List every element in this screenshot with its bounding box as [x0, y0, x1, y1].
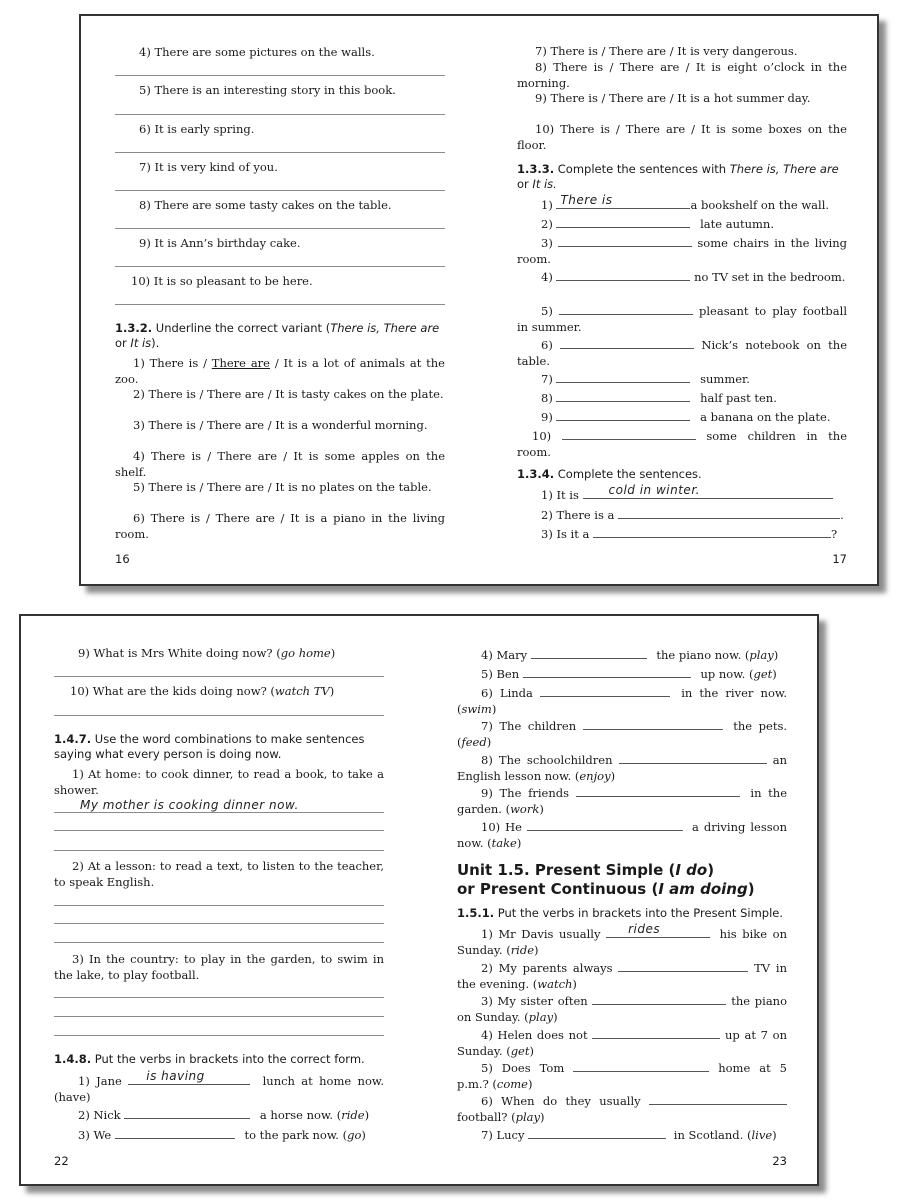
page-number: 22 — [54, 1154, 69, 1168]
item-6: 6) It is early spring. — [139, 122, 255, 136]
answer-blank[interactable] — [562, 427, 696, 440]
ex151-item-1: 1) Mr Davis usually rides his bike on Sunday. (ride) — [457, 921, 788, 957]
exercise-1-4-7-heading: 1.4.7. Use the word combinations to make sentences saying what every person is doing now. — [54, 732, 365, 761]
handwritten-answer: is having — [146, 1068, 205, 1083]
item-8: 8) There are some tasty cakes on the table. — [139, 198, 392, 212]
q10: 10) What are the kids doing now? (watch TV) — [70, 684, 335, 698]
exercise-1-3-3-heading: 1.3.3. Complete the sentences with There is, There are or It is. — [517, 162, 839, 191]
ex132-item-7: 7) There is / There are / It is very dangerous. — [535, 44, 798, 58]
handwritten-answer: rides — [628, 921, 661, 936]
answer-line[interactable] — [54, 905, 384, 906]
q9: 9) What is Mrs White doing now? (go home) — [78, 646, 336, 660]
ex151-item-5: 5) Does Tom home at 5 p.m.? (come) — [457, 1061, 787, 1091]
ex132-item-6: 6) There is / There are / It is a piano in the living room. — [115, 511, 445, 541]
spread-pages-16-17 — [79, 14, 879, 586]
page-number: 17 — [832, 552, 847, 566]
ex148-item-9: 9) The friends in the garden. (work) — [457, 786, 788, 816]
answer-line — [115, 266, 445, 267]
answer-line — [115, 190, 445, 191]
answer-blank[interactable] — [576, 784, 740, 797]
answer-blank[interactable] — [606, 921, 710, 938]
answer-blank[interactable] — [619, 751, 767, 764]
answer-line[interactable] — [54, 942, 384, 943]
answer-line — [115, 75, 445, 76]
ex151-item-6: 6) When do they usually football? (play) — [457, 1092, 787, 1125]
ex147-item-1: 1) At home: to cook dinner, to read a book, to take a shower. — [54, 767, 384, 797]
ex132-item-4: 4) There is / There are / It is some apples on the shelf. — [115, 449, 445, 479]
ex132-item-5: 5) There is / There are / It is no plates on the table. — [133, 480, 432, 494]
item-4: 4) There are some pictures on the walls. — [139, 45, 375, 59]
ex133-item-2: 2) late autumn. — [541, 217, 774, 231]
ex148-item-6: 6) Linda in the river now. (swim) — [457, 686, 788, 716]
answer-line — [115, 304, 445, 305]
ex133-item-10: 10) some children in the room. — [517, 429, 848, 459]
answer-blank[interactable] — [649, 1092, 787, 1105]
answer-line — [54, 676, 384, 677]
item-7: 7) It is very kind of you. — [139, 160, 278, 174]
ex148-item-10: 10) He a driving lesson now. (take) — [457, 820, 787, 850]
answer-line[interactable] — [54, 850, 384, 851]
ex132-item-3: 3) There is / There are / It is a wonderful morning. — [133, 418, 428, 432]
answer-line — [115, 228, 445, 229]
unit-title: Unit 1.5. Present Simple (I do) or Present Continuous (I am doing) — [457, 861, 755, 898]
answer-line — [115, 152, 445, 153]
answer-blank[interactable] — [528, 1126, 666, 1139]
ex151-item-7: 7) Lucy in Scotland. (live) — [481, 1128, 777, 1142]
answer-blank[interactable] — [115, 1126, 235, 1139]
answer-blank[interactable] — [540, 684, 670, 697]
answer-blank[interactable] — [618, 506, 840, 519]
answer-blank[interactable] — [592, 1026, 720, 1039]
handwritten-answer: cold in winter. — [608, 482, 700, 497]
answer-blank[interactable] — [124, 1106, 250, 1119]
page-number: 23 — [772, 1154, 787, 1168]
answer-blank[interactable] — [573, 1059, 709, 1072]
ex148-item-5: 5) Ben up now. (get) — [481, 667, 777, 681]
answer-blank[interactable] — [559, 302, 693, 315]
ex148-item-1: 1) Jane is having lunch at home now. (have) — [54, 1068, 385, 1104]
answer-line — [115, 114, 445, 115]
item-9: 9) It is Ann’s birthday cake. — [139, 236, 301, 250]
ex148-item-3: 3) We to the park now. (go) — [78, 1128, 366, 1142]
ex132-item-1: 1) There is / There are / It is a lot of animals at the zoo. — [115, 356, 445, 386]
ex148-item-2: 2) Nick a horse now. (ride) — [78, 1108, 370, 1122]
answer-line[interactable] — [54, 923, 384, 924]
ex133-item-9: 9) a banana on the plate. — [541, 410, 831, 424]
answer-blank[interactable] — [556, 408, 690, 421]
answer-blank[interactable] — [593, 525, 831, 538]
ex148-item-8: 8) The schoolchildren an English lesson now. (enjoy) — [457, 753, 787, 783]
exercise-1-4-8-heading: 1.4.8. Put the verbs in brackets into the correct form. — [54, 1052, 365, 1066]
ex148-item-4: 4) Mary the piano now. (play) — [481, 648, 779, 662]
handwritten-answer: There is — [560, 192, 613, 207]
handwritten-answer: My mother is cooking dinner now. — [80, 798, 299, 812]
answer-blank[interactable] — [556, 268, 690, 281]
exercise-1-5-1-heading: 1.5.1. Put the verbs in brackets into the Present Simple. — [457, 906, 784, 920]
answer-line[interactable] — [54, 1016, 384, 1017]
page-16 — [115, 16, 445, 584]
ex151-item-2: 2) My parents always TV in the evening. (watch) — [457, 961, 787, 991]
ex134-item-3: 3) Is it a ? — [541, 527, 838, 541]
exercise-1-3-2-heading: 1.3.2. Underline the correct variant (There is, There are or It is). — [115, 321, 440, 350]
ex134-item-2: 2) There is a . — [541, 508, 844, 522]
ex133-item-4: 4) no TV set in the bedroom. — [541, 270, 846, 284]
item-5: 5) There is an interesting story in this book. — [139, 83, 396, 97]
ex151-item-4: 4) Helen does not up at 7 on Sunday. (get) — [457, 1028, 787, 1058]
answer-line[interactable] — [54, 830, 384, 831]
ex151-item-3: 3) My sister often the piano on Sunday. (play) — [457, 994, 788, 1024]
answer-blank[interactable] — [556, 192, 690, 209]
item-10: 10) It is so pleasant to be here. — [131, 274, 313, 288]
ex133-item-5: 5) pleasant to play football in summer. — [517, 304, 847, 334]
answer-blank[interactable] — [523, 665, 691, 678]
ex134-item-1: 1) It is cold in winter. — [541, 486, 833, 504]
answer-blank[interactable] — [531, 646, 647, 659]
exercise-1-3-4-heading: 1.3.4. Complete the sentences. — [517, 467, 702, 481]
answer-line — [54, 715, 384, 716]
answer-blank[interactable] — [556, 389, 690, 402]
answer-blank[interactable] — [556, 370, 690, 383]
answer-blank[interactable] — [592, 992, 726, 1005]
answer-blank[interactable] — [558, 234, 692, 247]
answer-blank[interactable] — [128, 1068, 250, 1085]
ex132-item-10: 10) There is / There are / It is some boxes on the floor. — [517, 122, 847, 152]
answer-line[interactable] — [54, 1035, 384, 1036]
answer-blank[interactable] — [560, 336, 694, 349]
ex132-item-2: 2) There is / There are / It is tasty cakes on the plate. — [133, 387, 444, 401]
ex132-item-9: 9) There is / There are / It is a hot summer day. — [535, 91, 811, 105]
ex132-item-8: 8) There is / There are / It is eight o’clock in the morning. — [517, 60, 847, 90]
ex133-item-3: 3) some chairs in the living room. — [517, 236, 848, 266]
ex147-item-3: 3) In the country: to play in the garden, to swim in the lake, to play football. — [54, 952, 384, 982]
ex133-item-6: 6) Nick’s notebook on the table. — [517, 338, 848, 368]
ex133-item-8: 8) half past ten. — [541, 391, 777, 405]
ex133-item-1: 1) There is a bookshelf on the wall. — [541, 192, 830, 212]
answer-blank[interactable] — [583, 717, 723, 730]
answer-line[interactable] — [54, 997, 384, 998]
page-17 — [517, 16, 847, 584]
answer-blank[interactable] — [556, 215, 690, 228]
spread-pages-22-23 — [19, 614, 819, 1186]
answer-line[interactable] — [54, 812, 384, 813]
page-number: 16 — [115, 552, 130, 566]
answer-blank[interactable] — [618, 959, 748, 972]
answer-blank[interactable] — [527, 818, 683, 831]
page-23 — [457, 616, 787, 1184]
ex148-item-7: 7) The children the pets. (feed) — [457, 719, 788, 749]
page-22 — [54, 616, 384, 1184]
ex147-item-2: 2) At a lesson: to read a text, to listen to the teacher, to speak English. — [54, 859, 384, 889]
ex133-item-7: 7) summer. — [541, 372, 750, 386]
